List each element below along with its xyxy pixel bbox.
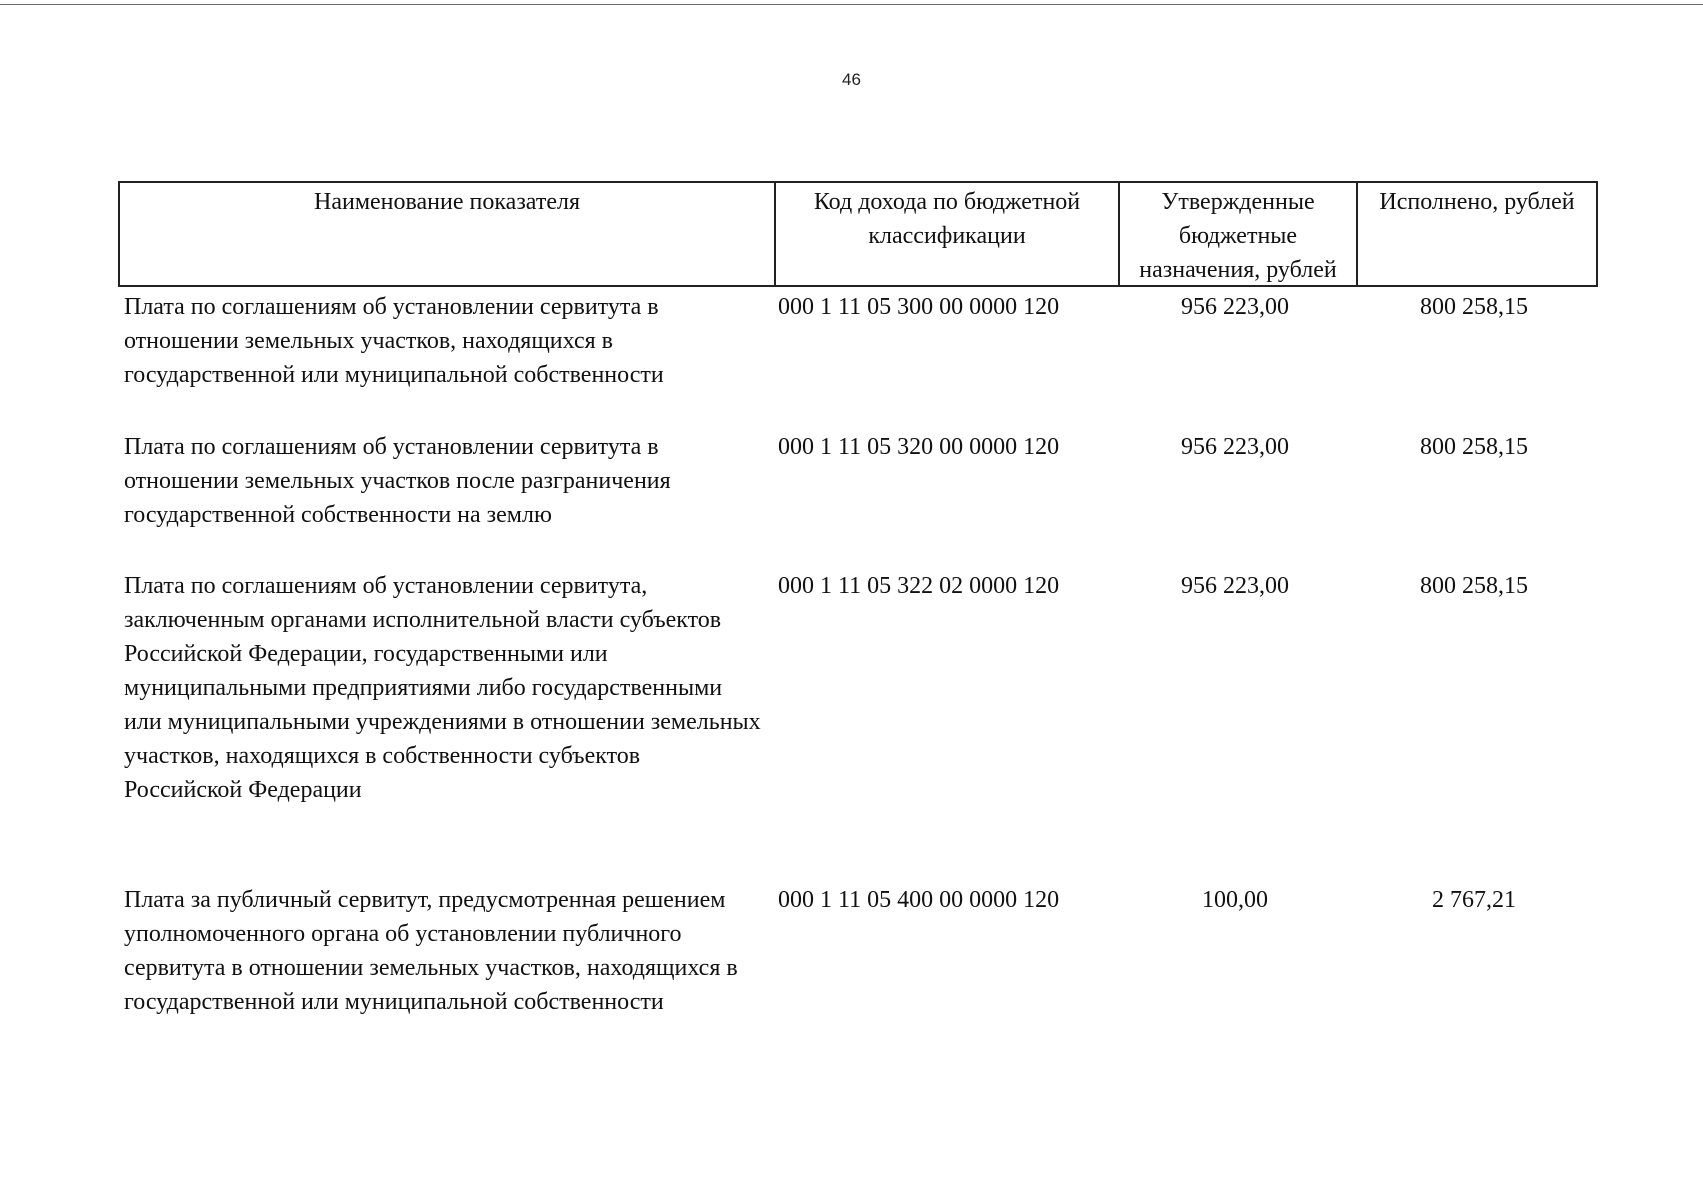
row-name: Плата по соглашениям об установлении сервитута в отношении земельных участков, находящихся в государственной или муниципальной собственности bbox=[124, 294, 664, 388]
header-name: Наименование показателя bbox=[314, 189, 580, 215]
header-approved: Утвержденные бюджетные назначения, рублей bbox=[1118, 183, 1356, 285]
row-code: 000 1 11 05 320 00 0000 120 bbox=[778, 434, 1060, 460]
row-executed: 800 258,15 bbox=[1420, 434, 1528, 460]
row-approved: 956 223,00 bbox=[1181, 434, 1289, 460]
header-executed: Исполнено, рублей bbox=[1356, 183, 1596, 285]
row-executed: 800 258,15 bbox=[1420, 573, 1528, 599]
header-code: Код дохода по бюджетной классификации bbox=[774, 183, 1118, 285]
top-border-line bbox=[0, 4, 1703, 5]
row-approved: 956 223,00 bbox=[1181, 573, 1289, 599]
row-executed: 800 258,15 bbox=[1420, 294, 1528, 320]
row-code: 000 1 11 05 300 00 0000 120 bbox=[778, 294, 1060, 320]
row-approved: 956 223,00 bbox=[1181, 294, 1289, 320]
row-name: Плата по соглашениям об установлении сервитута в отношении земельных участков после разграничения государственной собственности на землю bbox=[124, 434, 671, 528]
row-code: 000 1 11 05 400 00 0000 120 bbox=[778, 887, 1060, 913]
row-code: 000 1 11 05 322 02 0000 120 bbox=[778, 573, 1060, 599]
row-approved: 100,00 bbox=[1202, 887, 1268, 913]
page-number: 46 bbox=[842, 70, 861, 89]
row-name: Плата за публичный сервитут, предусмотренная решением уполномоченного органа об установлении публичного сервитута в отношении земельных участков, находящихся в государственной или муниципальной собственности bbox=[124, 887, 738, 1015]
row-executed: 2 767,21 bbox=[1432, 887, 1516, 913]
table-header bbox=[118, 181, 1598, 287]
row-name: Плата по соглашениям об установлении сервитута, заключенным органами исполнительной власти субъектов Российской Федерации, государственными или муниципальными предприятиями либо государственными или муниципальными учреждениями в отношении земельных участков, находящихся в собственности субъектов Российской Федерации bbox=[124, 573, 761, 803]
